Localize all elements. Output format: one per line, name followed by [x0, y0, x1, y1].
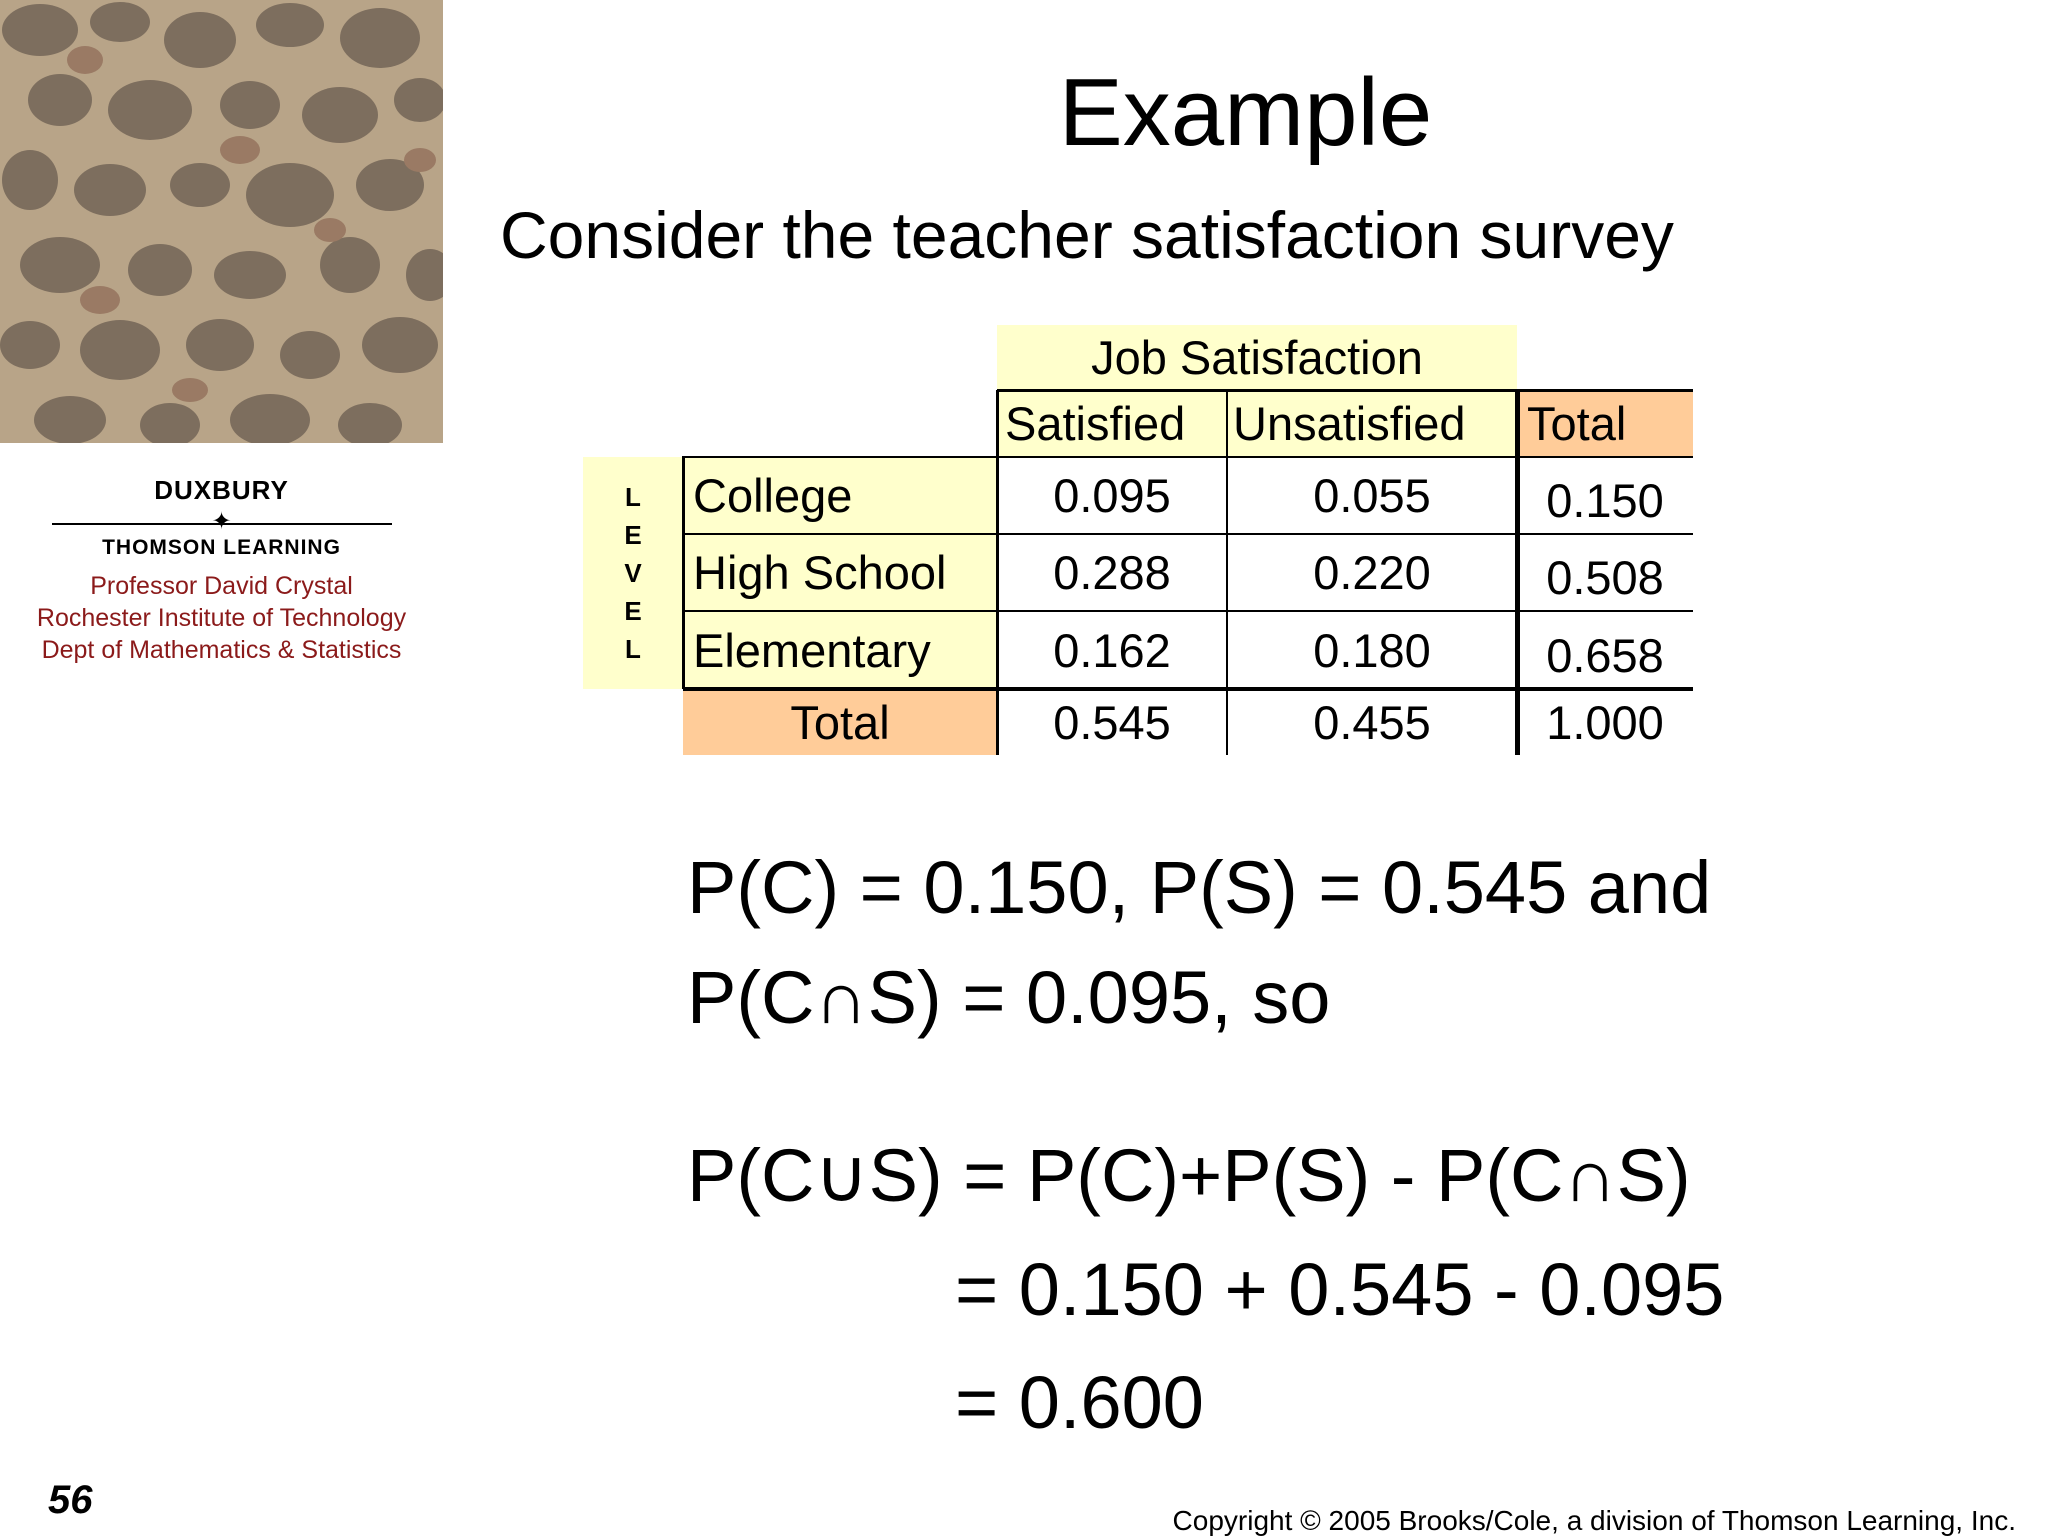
page-title: Example [1058, 59, 1433, 166]
institute-name: Rochester Institute of Technology [36, 604, 407, 632]
row-label-total: Total [683, 689, 997, 755]
table-cell: 0.508 [1546, 551, 1664, 604]
column-header-satisfied: Satisfied [997, 390, 1227, 457]
table-rule [683, 610, 1693, 612]
table-cell: 0.288 [1053, 546, 1171, 599]
level-side-label: L E V E L [583, 457, 683, 689]
publisher-subname: THOMSON LEARNING [102, 536, 341, 559]
table-rule [683, 687, 1693, 691]
copyright-notice: Copyright © 2005 Brooks/Cole, a division of Thomson Learning, Inc. [1172, 1505, 2016, 1536]
table-cell: 0.095 [1053, 469, 1171, 522]
table-rule [683, 456, 1693, 458]
table-cell: 0.162 [1053, 623, 1171, 677]
professor-name: Professor David Crystal [90, 572, 353, 600]
column-header-total: Total [1517, 390, 1693, 457]
rock-texture-image [0, 0, 443, 443]
star-icon: ✦ [211, 508, 232, 535]
group-header: Job Satisfaction [997, 325, 1517, 390]
publisher-block [0, 465, 443, 666]
table-cell: 0.455 [1313, 695, 1431, 749]
department-name: Dept of Mathematics & Statistics [41, 636, 402, 664]
row-label-elementary: Elementary [683, 611, 997, 689]
table-rule [683, 533, 1693, 535]
table-rule [997, 389, 1693, 392]
publisher-divider [52, 508, 392, 535]
table-rule [1226, 390, 1228, 755]
row-label-high-school: High School [683, 534, 997, 611]
formula-line-1: P(C) = 0.150, P(S) = 0.545 and [687, 846, 1712, 929]
table-cell: 0.150 [1546, 474, 1664, 527]
table-cell: 1.000 [1546, 695, 1664, 749]
formula-line-3: P(C∪S) = P(C)+P(S) - P(C∩S) [687, 1134, 1691, 1217]
page-number: 56 [48, 1478, 93, 1522]
formula-line-4: = 0.150 + 0.545 - 0.095 [955, 1248, 1725, 1331]
formula-line-5: = 0.600 [955, 1361, 1204, 1444]
column-header-unsatisfied: Unsatisfied [1227, 390, 1517, 457]
formula-line-2: P(C∩S) = 0.095, so [687, 956, 1331, 1039]
table-cell: 0.658 [1546, 628, 1664, 682]
table-rule [996, 390, 999, 755]
table-cell: 0.180 [1313, 623, 1431, 677]
table-rule [682, 456, 685, 689]
table-cell: 0.220 [1313, 546, 1431, 599]
row-label-college: College [683, 457, 997, 534]
page-subtitle: Consider the teacher satisfaction survey [500, 198, 1674, 272]
table-cell: 0.055 [1313, 469, 1431, 522]
publisher-name: DUXBURY [154, 475, 289, 505]
table-rule [1515, 390, 1520, 755]
table-cell: 0.545 [1053, 695, 1171, 749]
